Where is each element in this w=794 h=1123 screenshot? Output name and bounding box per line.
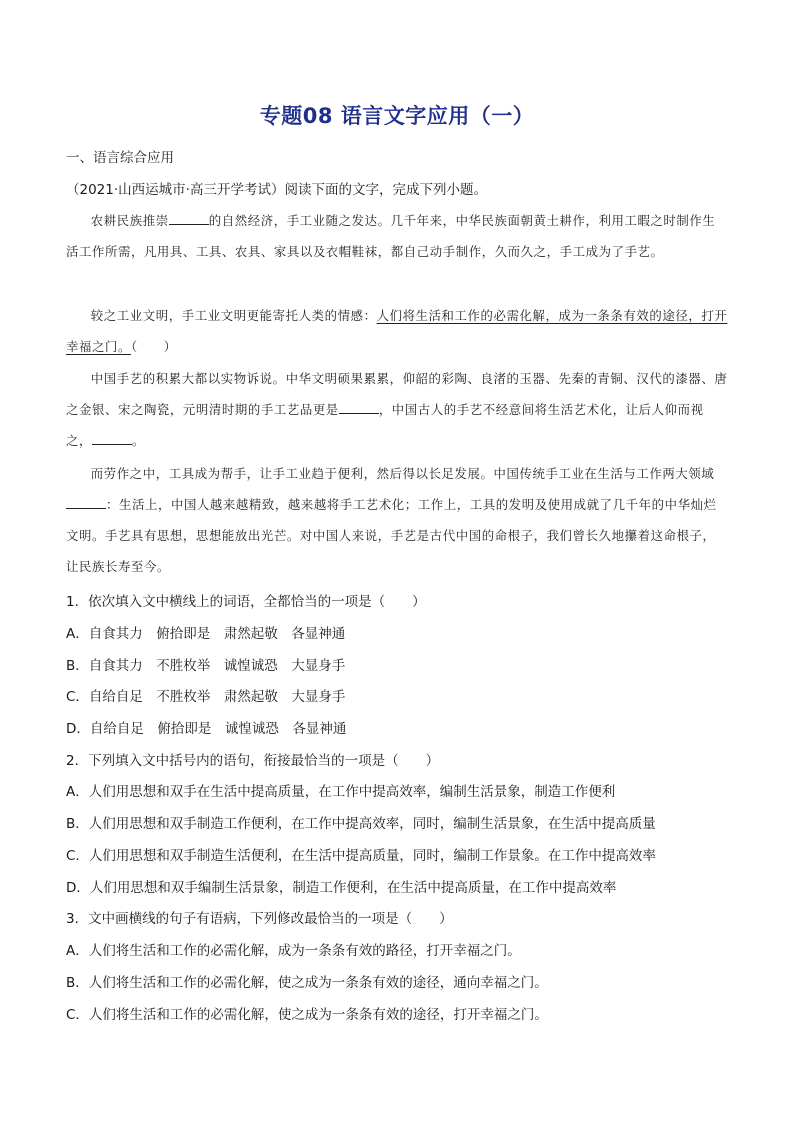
passage-paragraph-3	[66, 363, 728, 456]
question-1-option-a: A．自食其力 俯拾即是 肃然起敬 各显神通	[66, 626, 346, 642]
page-title: 专题08 语言文字应用（一）	[259, 104, 535, 128]
passage-paragraph-4	[66, 458, 728, 582]
question-2-option-d: D．人们用思想和双手编制生活景象，制造工作便利，在生活中提高质量，在工作中提高效率	[66, 880, 617, 896]
question-3-option-b: B．人们将生活和工作的必需化解，使之成为一条条有效的途径，通向幸福之门。	[66, 975, 548, 991]
question-2-option-b: B．人们用思想和双手制造工作便利，在工作中提高效率，同时，编制生活景象，在生活中提高质量	[66, 816, 656, 832]
question-2-option-c: C．人们用思想和双手制造生活便利，在生活中提高质量，同时，编制工作景象。在工作中提高效率	[66, 848, 656, 864]
question-3-option-c: C．人们将生活和工作的必需化解，使之成为一条条有效的途径，打开幸福之门。	[66, 1007, 548, 1023]
fill-blank-1	[169, 210, 209, 225]
underlined-sentence: 人们将生活和工作的必需化解，成为一条条有效的途径，打开幸福之门。	[66, 308, 728, 354]
passage-text: 。	[131, 433, 145, 448]
passage-paragraph-2	[66, 300, 728, 362]
question-2-option-a: A．人们用思想和双手在生活中提高质量，在工作中提高效率，编制生活景象，制造工作便利	[66, 784, 616, 800]
passage-text: 的自然经济，手工业随之发达。几千年来，中华民族面朝黄土耕作，利用工暇之时制作生活工作所需，凡用具、工具、农具、家具以及衣帽鞋袜，都自己动手制作，久而久之，手工成为了手艺。	[66, 213, 716, 259]
passage-text: 中国手艺的积累大都以实物诉说。中华文明硕果累累，仰韶的彩陶、良渚的玉器、先秦的青铜、汉代的漆器、唐之金银、宋之陶瓷，元明清时期的手工艺品更是	[66, 371, 728, 417]
passage-text: 农耕民族推崇	[90, 213, 169, 228]
passage-paragraph-1	[66, 205, 728, 267]
passage-text: 较之工业文明，手工业文明更能寄托人类的情感：	[90, 308, 377, 323]
question-1-option-d: D．自给自足 俯拾即是 诚惶诚恐 各显神通	[66, 721, 347, 737]
question-source: （2021·山西运城市·高三开学考试）阅读下面的文字，完成下列小题。	[66, 182, 487, 198]
question-stem-1: 1．依次填入文中横线上的词语，全都恰当的一项是（ ）	[66, 594, 426, 610]
question-1-option-b: B．自食其力 不胜枚举 诚惶诚恐 大显身手	[66, 658, 346, 674]
passage-text: ：生活上，中国人越来越精致，越来越将手工艺术化；工作上，工具的发明及使用成就了几千年的中华灿烂文明。手艺具有思想，思想能放出光芒。对中国人来说，手艺是古代中国的命根子，我们曾长久地攥着这命根子，让民族长寿至今。	[66, 497, 717, 574]
passage-text: ，中国古人的手艺不经意间将生活艺术化，让后人仰而视之，	[66, 402, 704, 448]
question-3-option-a: A．人们将生活和工作的必需化解，成为一条条有效的路径，打开幸福之门。	[66, 943, 521, 959]
fill-blank-2	[339, 399, 379, 414]
question-stem-3: 3．文中画横线的句子有语病，下列修改最恰当的一项是（ ）	[66, 911, 453, 927]
question-stem-2: 2．下列填入文中括号内的语句，衔接最恰当的一项是（ ）	[66, 753, 440, 769]
question-1-option-c: C．自给自足 不胜枚举 肃然起敬 大显身手	[66, 689, 346, 705]
answer-parentheses: （ ）	[130, 339, 177, 354]
passage-text: 而劳作之中，工具成为帮手，让手工业趋于便利，然后得以长足发展。中国传统手工业在生活与工作两大领域	[90, 466, 715, 481]
fill-blank-4	[66, 494, 106, 509]
fill-blank-3	[92, 430, 132, 445]
section-heading: 一、语言综合应用	[66, 150, 174, 166]
